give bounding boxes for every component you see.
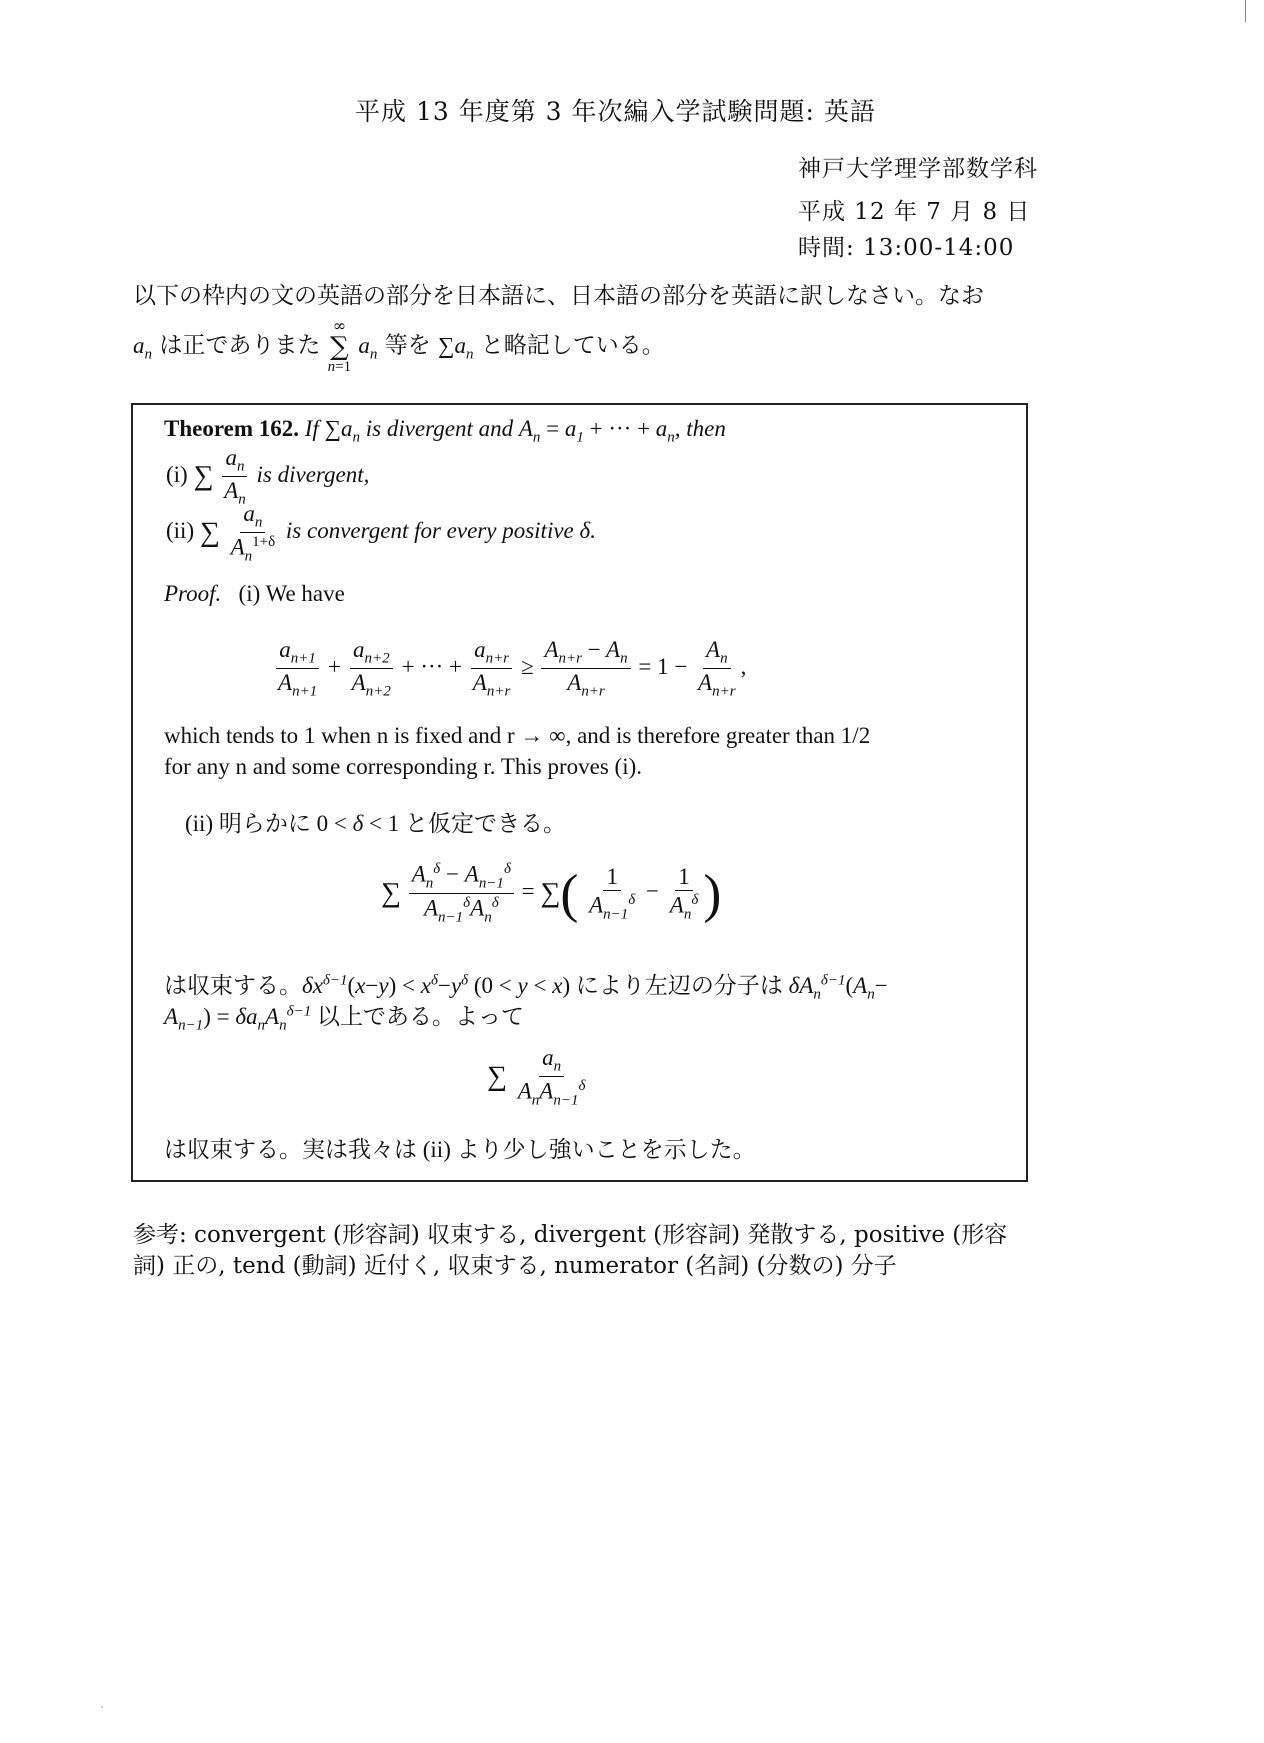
series-sum-symbol: ∞ ∑ n=1 bbox=[327, 316, 352, 375]
proof-intro: Proof. (i) We have bbox=[164, 581, 345, 606]
proof-conclusion: は収束する。実は我々は (ii) より少し強いことを示した。 bbox=[164, 1137, 756, 1162]
theorem-label: Theorem 162. bbox=[164, 416, 300, 441]
proof-text-line-2: for any n and some corresponding r. This proves (i). bbox=[164, 754, 643, 779]
theorem-statement: Theorem 162. If $\sum a_n$ is divergent and $A_n = a_1$ + ··· + $a_n$, then bbox=[164, 416, 726, 446]
theorem-item-2: (ii) ∑ $\frac{a_n}{A_n^{1+\delta}}$ is convergent for every positive δ. bbox=[166, 501, 596, 565]
instructions-line-1: 以下の枠内の文の英語の部分を日本語に、日本語の部分を英語に訳しなさい。なお bbox=[133, 283, 984, 309]
proof-convergence-line-2: $A_{n-1}) = \delta a_nA_n^{\delta-1}$ 以上である。よって bbox=[164, 1003, 524, 1034]
instr-part-c: と略記している。 bbox=[480, 332, 665, 359]
proof-equation-3: ∑ $\frac{a_n}{A_nA_{n-1}^\delta}$ bbox=[487, 1045, 586, 1109]
proof-text-line-1: which tends to 1 when n is fixed and r → ∞, and is therefore greater than 1/2 bbox=[164, 723, 871, 748]
instructions-line-2: $a_n$ は正でありまた ∞ ∑ n=1 $a_n$ 等を $\sum a_n$ と略記している。 bbox=[133, 316, 665, 375]
theorem-box bbox=[131, 403, 1028, 1182]
instr-part-a: は正でありまた bbox=[159, 332, 321, 359]
proof-part-ii-intro: (ii) 明らかに 0 < δ < 1 と仮定できる。 bbox=[185, 811, 567, 836]
scan-speck: . bbox=[100, 1697, 104, 1711]
proof-equation-2: ∑ $\frac{A_n^\delta - A_{n-1}^\delta}{A_{n-1}^\delta A_n^\delta}$ = ∑( $\frac{1}{A_{n-1}^\delta}$ − $\frac{1}{A_n^\delta}$ ) bbox=[381, 861, 722, 925]
scan-edge-mark bbox=[1245, 0, 1246, 22]
instr-part-b: 等を bbox=[384, 332, 431, 359]
proof-convergence-line-1: は収束する。$\delta x^{\delta-1}(x-y) < x^\delta-y^\delta$ (0 < y < x) により左辺の分子は $\delta A_n^{\delta-1}(A_n-$ bbox=[164, 972, 888, 1003]
exam-time: 時間: 13:00-14:00 bbox=[798, 235, 1015, 261]
exam-date: 平成 12 年 7 月 8 日 bbox=[798, 199, 1031, 225]
theorem-item-1: (i) ∑ $\frac{a_n}{A_n}$ is divergent, bbox=[166, 445, 370, 508]
proof-label: Proof. bbox=[164, 581, 222, 606]
page-title: 平成 13 年度第 3 年次編入学試験問題: 英語 bbox=[355, 97, 876, 126]
proof-equation-1: $\frac{a_{n+1}}{A_{n+1}}$ + $\frac{a_{n+2}}{A_{n+2}}$ + ··· + $\frac{a_{n+r}}{A_{n+r}}$ ≥ $\frac{A_{n+r} - A_n}{A_{n+r}}$ = 1 − $\frac{A_n}{A_{n+r}}$ , bbox=[278, 637, 747, 700]
institution: 神戸大学理学部数学科 bbox=[798, 156, 1038, 182]
reference-note: 参考: convergent (形容詞) 収束する, divergent (形容詞) 発散する, positive (形容詞) 正の, tend (動詞) 近付く, 収束する, numerator (名詞) (分数の) 分子 bbox=[133, 1222, 1008, 1280]
